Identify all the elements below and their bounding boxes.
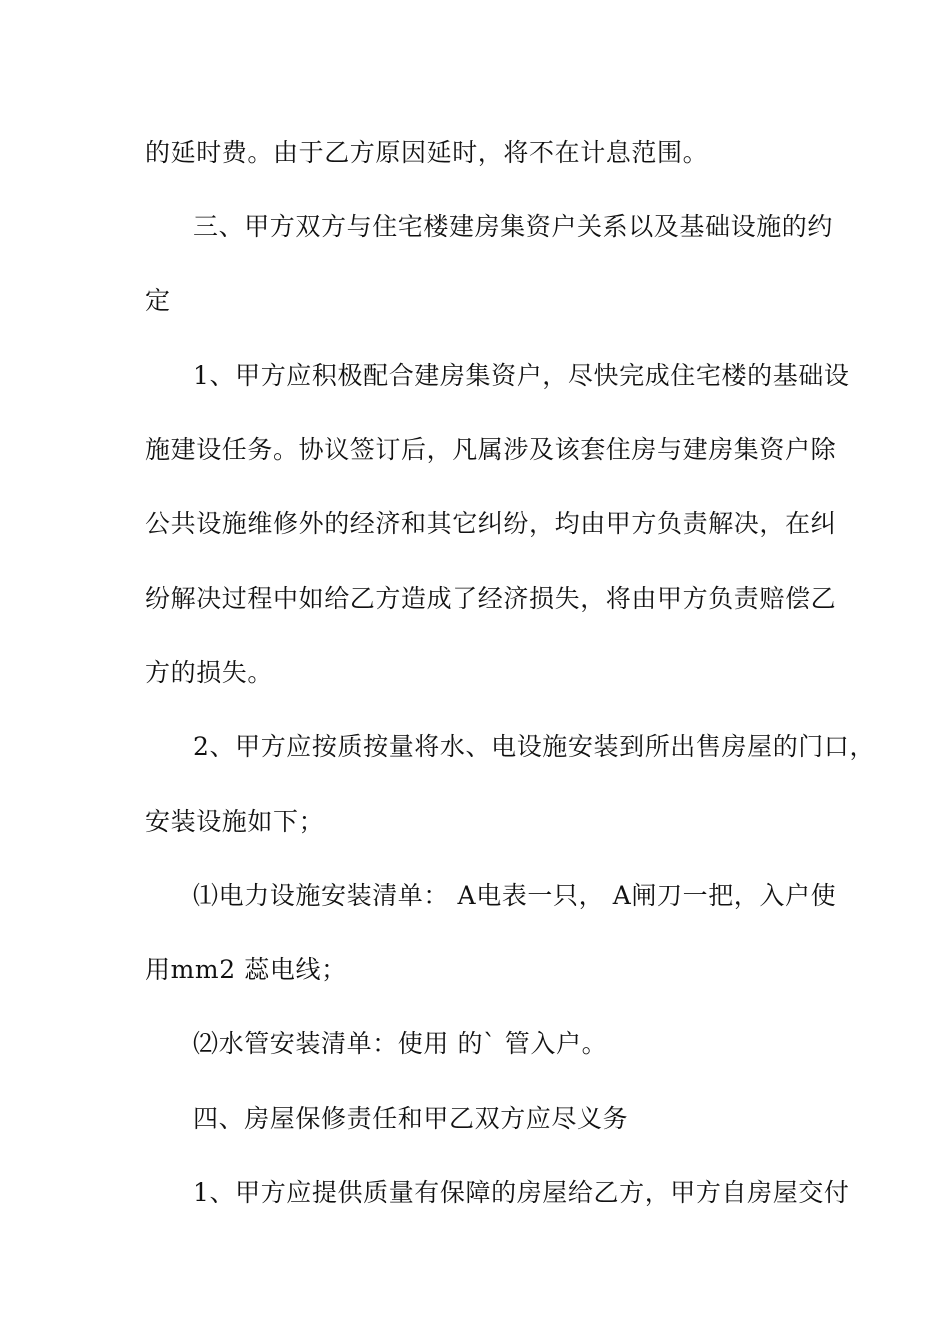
text-line: 定	[145, 286, 171, 315]
text-line: 施建设任务。协议签订后，凡属涉及该套住房与建房集资户除	[145, 435, 837, 464]
paragraph-start: 2、甲方应按质按量将水、电设施安装到所出售房屋的门口，	[193, 732, 876, 761]
text-line: 的延时费。由于乙方原因延时，将不在计息范围。	[145, 138, 709, 167]
text-line: 安装设施如下；	[145, 807, 325, 836]
paragraph-start: 1、甲方应积极配合建房集资户，尽快完成住宅楼的基础设	[193, 361, 850, 390]
text-line: 方的损失。	[145, 658, 274, 687]
text-line: 公共设施维修外的经济和其它纠纷，均由甲方负责解决，在纠	[145, 509, 837, 538]
text-line: 纷解决过程中如给乙方造成了经济损失，将由甲方负责赔偿乙	[145, 584, 837, 613]
paragraph-start: 1、甲方应提供质量有保障的房屋给乙方，甲方自房屋交付	[193, 1178, 850, 1207]
section-heading: 三、甲方双方与住宅楼建房集资户关系以及基础设施的约	[193, 212, 834, 241]
list-item: ⑴电力设施安装清单： A电表一只， A闸刀一把，入户使	[193, 881, 837, 910]
section-heading: 四、房屋保修责任和甲乙双方应尽义务	[193, 1104, 629, 1133]
list-item: ⑵水管安装清单：使用 的` 管入户。	[193, 1029, 608, 1058]
text-line: 用mm2 蕊电线；	[145, 955, 347, 984]
